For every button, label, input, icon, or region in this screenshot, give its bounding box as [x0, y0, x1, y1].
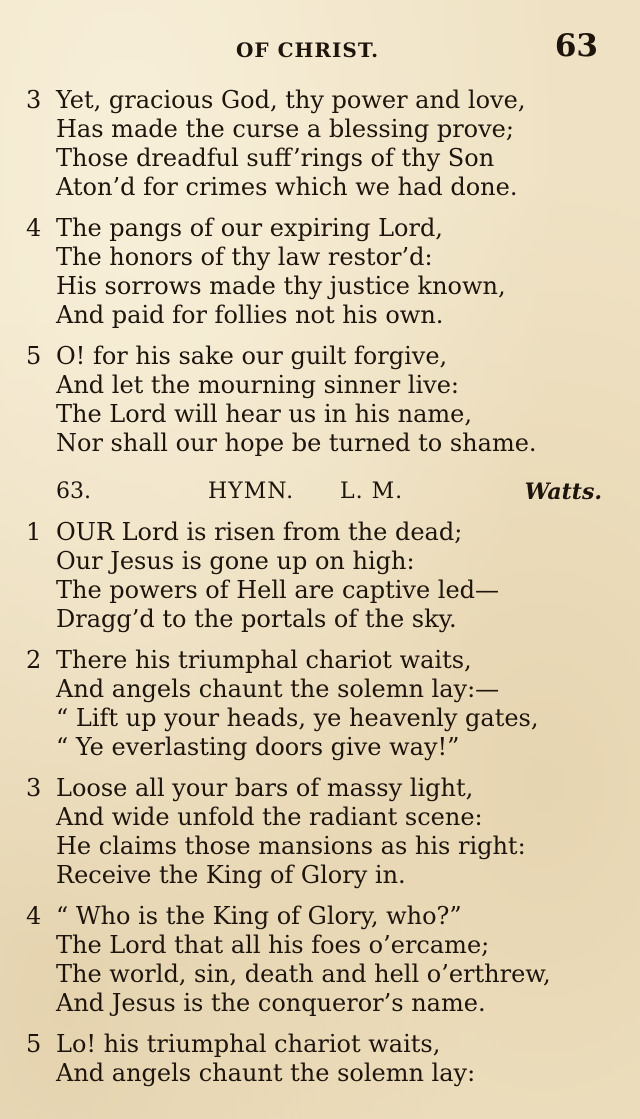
verse-line — [22, 931, 612, 960]
verse-line-text: Lo! his triumphal chariot waits, — [56, 1030, 441, 1058]
verse-line-text: Aton’d for crimes which we had done. — [56, 173, 518, 201]
hymn-meter: L. M. — [340, 479, 404, 504]
verse-line-text: Loose all your bars of massy light, — [56, 774, 474, 802]
verse-line-text: Yet, gracious God, thy power and love, — [56, 86, 526, 114]
verse-line-text: Receive the King of Glory in. — [56, 861, 406, 889]
verse-line — [22, 605, 612, 634]
verse-line-text: “ Lift up your heads, ye heavenly gates, — [56, 704, 539, 732]
verse — [22, 86, 612, 202]
verse-line — [22, 675, 612, 704]
verse-line — [22, 960, 612, 989]
verse-line-text: Those dreadful suff’rings of thy Son — [56, 144, 495, 172]
hymn-heading — [22, 472, 612, 512]
verse-line — [22, 342, 612, 371]
verse-line-text: OUR Lord is risen from the dead; — [56, 518, 463, 546]
verse-line — [22, 646, 612, 675]
verse-line-text: “ Who is the King of Glory, who?” — [56, 902, 462, 930]
running-head: OF CHRIST. — [236, 38, 380, 62]
verse-line — [22, 733, 612, 762]
verse-line — [22, 301, 612, 330]
verse-number: 5 — [26, 342, 42, 370]
verse-line — [22, 214, 612, 243]
verse-line — [22, 1059, 612, 1088]
verse-line — [22, 173, 612, 202]
verse-line — [22, 400, 612, 429]
verse-line — [22, 774, 612, 803]
verse-line — [22, 115, 612, 144]
page-number: 63 — [554, 28, 598, 64]
verse-line — [22, 576, 612, 605]
verse-number: 4 — [26, 214, 42, 242]
verse-line — [22, 371, 612, 400]
verse-line-text: He claims those mansions as his right: — [56, 832, 526, 860]
verse-line-text: And angels chaunt the solemn lay:— — [56, 675, 500, 703]
verse-line-text: The Lord will hear us in his name, — [56, 400, 473, 428]
verse-line-text: Dragg’d to the portals of the sky. — [56, 605, 457, 633]
verse-line — [22, 86, 612, 115]
verse-number: 3 — [26, 86, 42, 114]
verse-line — [22, 861, 612, 890]
verse-line — [22, 803, 612, 832]
verse-line-text: The pangs of our expiring Lord, — [56, 214, 443, 242]
verse-number: 2 — [26, 646, 42, 674]
verse-line — [22, 243, 612, 272]
verse-line — [22, 547, 612, 576]
verse-line-text: And Jesus is the conqueror’s name. — [56, 989, 486, 1017]
verse-number: 1 — [26, 518, 42, 546]
previous-hymn-continuation — [22, 86, 612, 458]
page-body — [22, 86, 612, 1100]
verse — [22, 774, 612, 890]
verse-number: 3 — [26, 774, 42, 802]
verse-line — [22, 144, 612, 173]
verse-line-text: “ Ye everlasting doors give way!” — [56, 733, 460, 761]
verse-line — [22, 429, 612, 458]
verse — [22, 518, 612, 634]
verse-line-text: Our Jesus is gone up on high: — [56, 547, 415, 575]
verse-line-text: His sorrows made thy justice known, — [56, 272, 506, 300]
verse — [22, 646, 612, 762]
verse-line — [22, 902, 612, 931]
hymn-title: HYMN. — [208, 479, 295, 504]
verse-line — [22, 704, 612, 733]
verse-line-text: And let the mourning sinner live: — [56, 371, 459, 399]
verse-line-text: Has made the curse a blessing prove; — [56, 115, 514, 143]
verse — [22, 1030, 612, 1088]
hymn-verses — [22, 518, 612, 1088]
verse-line-text: The Lord that all his foes o’ercame; — [56, 931, 490, 959]
verse-line-text: The world, sin, death and hell o’erthrew, — [56, 960, 551, 988]
verse-line-text: Nor shall our hope be turned to shame. — [56, 429, 537, 457]
verse-number: 4 — [26, 902, 42, 930]
verse-line — [22, 832, 612, 861]
verse-line-text: There his triumphal chariot waits, — [56, 646, 472, 674]
page-header — [0, 26, 640, 70]
verse-line — [22, 272, 612, 301]
verse-number: 5 — [26, 1030, 42, 1058]
verse — [22, 214, 612, 330]
verse — [22, 342, 612, 458]
hymn-number: 63. — [56, 479, 91, 504]
verse-line-text: And paid for follies not his own. — [56, 301, 444, 329]
verse-line-text: And angels chaunt the solemn lay: — [56, 1059, 476, 1087]
verse-line — [22, 518, 612, 547]
verse-line-text: The honors of thy law restor’d: — [56, 243, 433, 271]
verse-line-text: O! for his sake our guilt forgive, — [56, 342, 448, 370]
verse-line — [22, 1030, 612, 1059]
verse — [22, 902, 612, 1018]
hymn-author: Watts. — [524, 479, 602, 505]
verse-line — [22, 989, 612, 1018]
verse-line-text: The powers of Hell are captive led— — [56, 576, 500, 604]
verse-line-text: And wide unfold the radiant scene: — [56, 803, 483, 831]
